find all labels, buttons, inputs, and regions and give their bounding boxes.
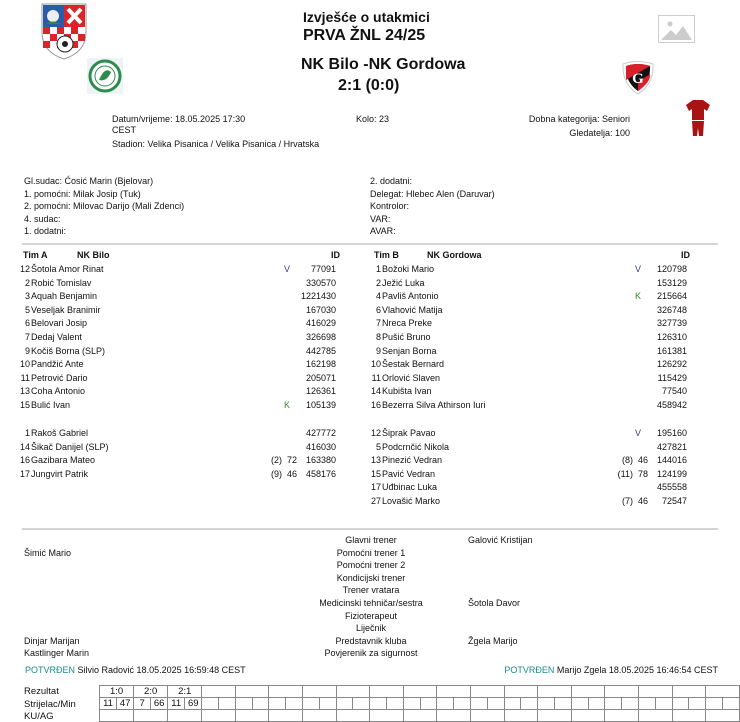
official-value: Hlebec Alen (Daruvar) bbox=[406, 188, 495, 199]
player-number: 13 bbox=[19, 386, 30, 397]
scorer-number-cell bbox=[471, 698, 488, 710]
scorer-number-cell bbox=[370, 698, 387, 710]
player-name: Bulić Ivan bbox=[31, 400, 71, 410]
result-cell bbox=[504, 686, 538, 698]
player-row bbox=[363, 277, 708, 291]
divider bbox=[22, 243, 718, 245]
staff-home-name: Dinjar Marijan bbox=[24, 635, 80, 646]
match-timezone: CEST bbox=[112, 125, 137, 135]
result-cell bbox=[639, 686, 673, 698]
player-number: 7 bbox=[375, 318, 381, 329]
staff-home-name: Kastlinger Marin bbox=[24, 648, 90, 659]
player-id: 427772 bbox=[305, 428, 336, 438]
player-name: Božoki Mario bbox=[382, 264, 435, 274]
player-id: 153129 bbox=[656, 277, 687, 288]
scorer-minute-cell bbox=[219, 698, 236, 710]
scorer-minute-cell: 69 bbox=[185, 698, 202, 710]
player-row bbox=[12, 468, 357, 482]
player-row bbox=[363, 372, 708, 386]
official-right-row bbox=[370, 201, 409, 211]
goalkeeper-marker: V bbox=[283, 264, 290, 274]
player-number: 12 bbox=[19, 264, 30, 274]
official-left-row bbox=[24, 176, 153, 186]
result-cell bbox=[403, 686, 437, 698]
player-number: 2 bbox=[24, 277, 30, 288]
player-number: 5 bbox=[375, 441, 381, 452]
ku-ag-cell bbox=[471, 710, 505, 722]
player-row bbox=[12, 358, 357, 372]
away-confirmed-status: POTVRĐEN bbox=[504, 665, 555, 675]
result-cell bbox=[437, 686, 471, 698]
player-id: 105139 bbox=[305, 400, 336, 410]
red-kit-icon bbox=[686, 100, 710, 136]
official-right-row bbox=[370, 176, 412, 186]
player-name: Ježić Luka bbox=[382, 277, 425, 288]
team-separator: - bbox=[363, 56, 369, 73]
scorer-minute-cell bbox=[622, 698, 639, 710]
scorer-number-cell bbox=[605, 698, 622, 710]
player-name: Senjan Borna bbox=[382, 345, 437, 356]
ku-ag-cell bbox=[639, 710, 673, 722]
team-a-label: Tim A bbox=[23, 250, 48, 260]
ku-ag-cell bbox=[303, 710, 337, 722]
ku-ag-cell bbox=[504, 710, 538, 722]
player-name: Gazibara Mateo bbox=[31, 455, 96, 466]
staff-role: Kondicijski trener bbox=[336, 572, 406, 583]
player-number: 6 bbox=[375, 304, 381, 315]
scorer-minute-cell bbox=[521, 698, 538, 710]
player-number: 4 bbox=[375, 291, 381, 302]
scorer-minute-cell: 47 bbox=[117, 698, 134, 710]
player-row bbox=[12, 277, 357, 291]
staff-role: Trener vratara bbox=[342, 585, 400, 596]
ku-ag-cell bbox=[672, 710, 706, 722]
player-number: 6 bbox=[24, 318, 30, 329]
player-row bbox=[12, 399, 357, 413]
scorer-number-cell bbox=[403, 698, 420, 710]
player-name: Petrović Dario bbox=[31, 372, 88, 383]
result-cell bbox=[303, 686, 337, 698]
official-left-row bbox=[24, 226, 66, 236]
result-cell bbox=[269, 686, 303, 698]
player-number: 7 bbox=[24, 332, 30, 342]
ku-ag-cell bbox=[538, 710, 572, 722]
result-cell bbox=[336, 686, 370, 698]
scorer-minute-cell: 66 bbox=[151, 698, 168, 710]
staff-role: Medicinski tehničar/sestra bbox=[319, 598, 423, 608]
staff-role: Fizioterapeut bbox=[344, 610, 398, 621]
player-name: Nreca Preke bbox=[382, 318, 433, 329]
scoring-grid bbox=[99, 685, 740, 722]
match-teams bbox=[301, 56, 465, 74]
result-cell bbox=[202, 686, 236, 698]
scorer-minute-cell bbox=[454, 698, 471, 710]
scorer-number-cell: 11 bbox=[100, 698, 117, 710]
official-value: Ćosić Marin (Bjelovar) bbox=[64, 176, 154, 186]
captain-marker: K bbox=[283, 400, 290, 410]
player-id: 162198 bbox=[305, 359, 336, 370]
player-row bbox=[363, 263, 708, 277]
official-label: 2. dodatni: bbox=[370, 176, 413, 186]
player-id: 427821 bbox=[656, 441, 687, 452]
match-datetime: Datum/vrijeme: 18.05.2025 17:30 bbox=[112, 114, 246, 124]
player-number: 10 bbox=[19, 359, 30, 370]
result-cell: 2:0 bbox=[134, 686, 168, 698]
player-id: 330570 bbox=[305, 277, 336, 288]
scorer-minute-cell bbox=[723, 698, 740, 710]
player-id: 126310 bbox=[656, 332, 687, 342]
player-row bbox=[363, 495, 708, 509]
player-number: 16 bbox=[19, 455, 30, 466]
ku-ag-cell bbox=[168, 710, 202, 722]
scorer-minute-cell bbox=[655, 698, 672, 710]
player-id: 163380 bbox=[305, 455, 336, 466]
player-row bbox=[12, 290, 357, 304]
player-name: Vlahović Matija bbox=[382, 304, 443, 315]
player-row bbox=[12, 345, 357, 359]
ku-ag-cell bbox=[706, 710, 740, 722]
official-left-row bbox=[24, 201, 184, 211]
player-row bbox=[363, 317, 708, 331]
staff-away-name: Galović Kristijan bbox=[468, 535, 533, 545]
result-cell bbox=[235, 686, 269, 698]
player-name: Lovašić Marko bbox=[382, 496, 441, 506]
player-id: 77540 bbox=[661, 386, 687, 397]
official-left-row bbox=[24, 214, 61, 224]
player-name: Robić Tomislav bbox=[31, 277, 92, 288]
captain-marker: K bbox=[634, 291, 641, 302]
player-name: Veseljak Branimir bbox=[31, 304, 101, 315]
player-row bbox=[12, 427, 357, 441]
home-confirmed-status: POTVRĐEN bbox=[25, 665, 76, 675]
player-number: 16 bbox=[370, 400, 381, 410]
player-id: 442785 bbox=[305, 345, 336, 356]
player-name: Jungvirt Patrik bbox=[31, 468, 89, 479]
official-value: Milak Josip (Tuk) bbox=[73, 188, 141, 199]
away-confirmation: POTVRĐEN Marijo Zgela 18.05.2025 16:46:54 CEST bbox=[504, 665, 718, 675]
team-b-label: Tim B bbox=[374, 250, 399, 260]
label-scorer-minute: Strijelac/Min bbox=[24, 699, 76, 710]
player-name: Kubišta Ivan bbox=[382, 386, 432, 397]
player-number: 14 bbox=[370, 386, 381, 397]
scorer-number-cell bbox=[437, 698, 454, 710]
ku-ag-cell bbox=[235, 710, 269, 722]
official-label: VAR: bbox=[370, 213, 391, 224]
player-name: Pinezić Vedran bbox=[382, 455, 443, 466]
player-row bbox=[363, 427, 708, 441]
ku-ag-cell bbox=[134, 710, 168, 722]
ku-ag-cell bbox=[370, 710, 404, 722]
player-id: 416029 bbox=[305, 318, 336, 329]
result-cell: 2:1 bbox=[168, 686, 202, 698]
player-number: 5 bbox=[24, 304, 30, 315]
scorer-number-cell bbox=[672, 698, 689, 710]
player-number: 15 bbox=[19, 400, 30, 410]
player-name: Šiprak Pavao bbox=[382, 428, 436, 438]
player-row bbox=[12, 441, 357, 455]
player-row bbox=[363, 441, 708, 455]
away-team-name: NK Gordowa bbox=[368, 56, 466, 73]
scorer-minute-cell bbox=[252, 698, 269, 710]
player-row bbox=[12, 304, 357, 318]
player-number: 8 bbox=[375, 332, 381, 342]
player-name: Pavić Vedran bbox=[382, 468, 436, 479]
player-number: 13 bbox=[370, 455, 381, 466]
player-id: 215664 bbox=[656, 291, 687, 302]
label-result: Rezultat bbox=[24, 686, 59, 697]
official-right-row bbox=[370, 226, 396, 236]
player-row bbox=[363, 331, 708, 345]
ku-ag-cell bbox=[336, 710, 370, 722]
player-number: 17 bbox=[370, 482, 381, 493]
team-a-id-header: ID bbox=[331, 250, 340, 260]
scorer-minute-cell bbox=[555, 698, 572, 710]
ku-ag-cell bbox=[403, 710, 437, 722]
player-name: Bezerra Silva Athirson Iuri bbox=[382, 400, 486, 410]
official-left-row bbox=[24, 189, 141, 199]
substitution-info: (2) 72 bbox=[270, 455, 297, 466]
age-category: Dobna kategorija: Seniori bbox=[528, 114, 630, 124]
player-number: 11 bbox=[371, 372, 381, 383]
team-b-name: NK Gordowa bbox=[427, 250, 482, 260]
player-id: 455558 bbox=[656, 482, 687, 493]
staff-role: Liječnik bbox=[355, 623, 386, 634]
player-id: 195160 bbox=[656, 428, 687, 438]
player-number: 27 bbox=[370, 496, 381, 506]
player-number: 14 bbox=[19, 441, 30, 452]
substitution-info: (8) 46 bbox=[621, 455, 648, 466]
result-cell bbox=[706, 686, 740, 698]
ku-ag-cell bbox=[100, 710, 134, 722]
scorer-minute-cell bbox=[353, 698, 370, 710]
player-name: Coha Antonio bbox=[31, 386, 86, 397]
player-id: 126361 bbox=[305, 386, 336, 397]
player-number: 2 bbox=[375, 277, 381, 288]
scorer-number-cell bbox=[269, 698, 286, 710]
match-round: Kolo: 23 bbox=[356, 114, 390, 124]
player-number: 11 bbox=[20, 372, 30, 383]
result-cell bbox=[370, 686, 404, 698]
player-id: 167030 bbox=[305, 304, 336, 315]
player-row bbox=[363, 454, 708, 468]
staff-role: Povjerenik za sigurnost bbox=[324, 648, 418, 659]
official-right-row bbox=[370, 214, 390, 224]
player-name: Belovari Josip bbox=[31, 318, 88, 329]
player-name: Pušić Bruno bbox=[382, 332, 431, 342]
player-id: 115429 bbox=[657, 372, 687, 383]
goalkeeper-marker: V bbox=[634, 428, 641, 438]
player-id: 326748 bbox=[656, 304, 687, 315]
player-name: Uđbinac Luka bbox=[382, 482, 438, 493]
match-score: 2:1 (0:0) bbox=[338, 77, 400, 94]
official-label: Delegat: bbox=[370, 188, 404, 199]
player-row bbox=[363, 345, 708, 359]
result-cell bbox=[672, 686, 706, 698]
ku-ag-cell bbox=[571, 710, 605, 722]
player-name: Podcrnčić Nikola bbox=[382, 441, 450, 452]
scorer-number-cell bbox=[235, 698, 252, 710]
team-a-name: NK Bilo bbox=[77, 250, 110, 260]
staff-role: Pomoćni trener 1 bbox=[336, 547, 406, 558]
result-cell bbox=[571, 686, 605, 698]
staff-away-name: Šotola Davor bbox=[468, 598, 521, 608]
staff-home-name: Šimić Mario bbox=[24, 547, 72, 558]
player-id: 72547 bbox=[661, 496, 687, 506]
scorer-minute-cell bbox=[387, 698, 404, 710]
result-cell bbox=[605, 686, 639, 698]
player-id: 458176 bbox=[305, 468, 336, 479]
ku-ag-cell bbox=[605, 710, 639, 722]
svg-text:G: G bbox=[632, 71, 644, 87]
player-row bbox=[12, 317, 357, 331]
official-label: 1. dodatni: bbox=[24, 226, 67, 237]
player-number: 9 bbox=[375, 345, 381, 356]
official-value: Milovac Darijo (Mali Zdenci) bbox=[73, 201, 185, 212]
player-row bbox=[12, 263, 357, 277]
player-id: 327739 bbox=[656, 318, 687, 329]
player-id: 458942 bbox=[656, 400, 687, 410]
player-row bbox=[12, 385, 357, 399]
player-number: 12 bbox=[370, 428, 381, 438]
scorer-minute-cell bbox=[588, 698, 605, 710]
player-name: Pavliš Antonio bbox=[382, 291, 439, 302]
official-label: 1. pomoćni: bbox=[24, 188, 71, 199]
goalkeeper-marker: V bbox=[634, 264, 641, 274]
player-name: Šestak Bernard bbox=[382, 359, 445, 370]
official-label: 4. sudac: bbox=[24, 213, 61, 224]
scorer-number-cell bbox=[303, 698, 320, 710]
scorer-minute-cell bbox=[420, 698, 437, 710]
player-id: 124199 bbox=[656, 468, 687, 479]
scorer-number-cell: 7 bbox=[134, 698, 151, 710]
spectators: Gledatelja: 100 bbox=[569, 128, 630, 138]
staff-role: Predstavnik kluba bbox=[335, 635, 407, 646]
player-name: Rakoš Gabriel bbox=[31, 428, 89, 438]
player-row bbox=[363, 385, 708, 399]
official-label: 2. pomoćni: bbox=[24, 201, 71, 212]
player-row bbox=[363, 290, 708, 304]
player-id: 326698 bbox=[305, 332, 336, 342]
player-name: Pandžić Ante bbox=[31, 359, 84, 370]
federation-crest-icon bbox=[40, 2, 88, 60]
player-name: Šotola Amor Rinat bbox=[31, 264, 104, 274]
player-row bbox=[363, 358, 708, 372]
player-id: 161381 bbox=[656, 345, 687, 356]
result-cell bbox=[538, 686, 572, 698]
player-name: Dedaj Valent bbox=[31, 332, 82, 342]
player-name: Aquah Benjamin bbox=[31, 291, 98, 302]
player-row bbox=[363, 481, 708, 495]
player-row bbox=[12, 372, 357, 386]
player-name: Orlović Slaven bbox=[382, 372, 441, 383]
divider bbox=[22, 528, 718, 530]
player-id: 144016 bbox=[656, 455, 687, 466]
player-id: 77091 bbox=[310, 264, 336, 274]
report-subtitle: Izvješće o utakmici bbox=[303, 9, 430, 25]
staff-away-name: Žgela Marijo bbox=[468, 635, 518, 646]
player-number: 1 bbox=[24, 428, 30, 438]
staff-role: Glavni trener bbox=[345, 535, 397, 545]
scorer-number-cell bbox=[706, 698, 723, 710]
label-ku-ag: KU/AG bbox=[24, 711, 54, 722]
player-number: 9 bbox=[24, 345, 30, 356]
player-name: Šikač Danijel (SLP) bbox=[31, 441, 109, 452]
official-label: Kontrolor: bbox=[370, 201, 410, 212]
official-label: AVAR: bbox=[370, 226, 396, 237]
ku-ag-cell bbox=[269, 710, 303, 722]
result-cell bbox=[471, 686, 505, 698]
ku-ag-cell bbox=[437, 710, 471, 722]
scorer-number-cell bbox=[538, 698, 555, 710]
scorer-number-cell bbox=[336, 698, 353, 710]
team-b-id-header: ID bbox=[681, 250, 690, 260]
player-row bbox=[12, 454, 357, 468]
player-number: 17 bbox=[19, 468, 30, 479]
scorer-minute-cell bbox=[487, 698, 504, 710]
player-row bbox=[363, 399, 708, 413]
player-number: 1 bbox=[375, 264, 381, 274]
player-number: 15 bbox=[370, 468, 381, 479]
result-cell: 1:0 bbox=[100, 686, 134, 698]
nk-bilo-crest-icon bbox=[87, 58, 123, 94]
home-confirmation: POTVRĐEN Silvio Radović 18.05.2025 16:59:48 CEST bbox=[25, 665, 246, 675]
scorer-number-cell bbox=[202, 698, 219, 710]
scorer-number-cell: 11 bbox=[168, 698, 185, 710]
staff-role: Pomoćni trener 2 bbox=[336, 560, 406, 571]
nk-gordowa-crest-icon bbox=[620, 60, 656, 96]
player-id: 205071 bbox=[305, 372, 336, 383]
player-id: 416030 bbox=[305, 441, 336, 452]
scorer-minute-cell bbox=[319, 698, 336, 710]
official-label: Gl.sudac: bbox=[24, 176, 63, 186]
player-name: Kočiš Borna (SLP) bbox=[31, 345, 106, 356]
match-stadium: Stadion: Velika Pisanica / Velika Pisanica / Hrvatska bbox=[112, 139, 320, 149]
player-row bbox=[363, 468, 708, 482]
player-id: 126292 bbox=[656, 359, 687, 370]
image-placeholder-icon bbox=[658, 15, 695, 43]
ku-ag-cell bbox=[202, 710, 236, 722]
scorer-number-cell bbox=[504, 698, 521, 710]
scorer-number-cell bbox=[639, 698, 656, 710]
league-title: PRVA ŽNL 24/25 bbox=[303, 27, 426, 44]
substitution-info: (11) 78 bbox=[617, 468, 648, 479]
player-number: 3 bbox=[24, 291, 30, 302]
home-team-name: NK Bilo bbox=[301, 56, 359, 73]
substitution-info: (7) 46 bbox=[621, 496, 648, 506]
player-id: 120798 bbox=[656, 264, 687, 274]
player-row bbox=[363, 304, 708, 318]
official-right-row bbox=[370, 189, 495, 199]
player-row bbox=[12, 331, 357, 345]
substitution-info: (9) 46 bbox=[270, 468, 297, 479]
scorer-number-cell bbox=[571, 698, 588, 710]
player-number: 10 bbox=[370, 359, 381, 370]
scorer-minute-cell bbox=[689, 698, 706, 710]
player-id: 1221430 bbox=[300, 291, 336, 302]
scorer-minute-cell bbox=[286, 698, 303, 710]
